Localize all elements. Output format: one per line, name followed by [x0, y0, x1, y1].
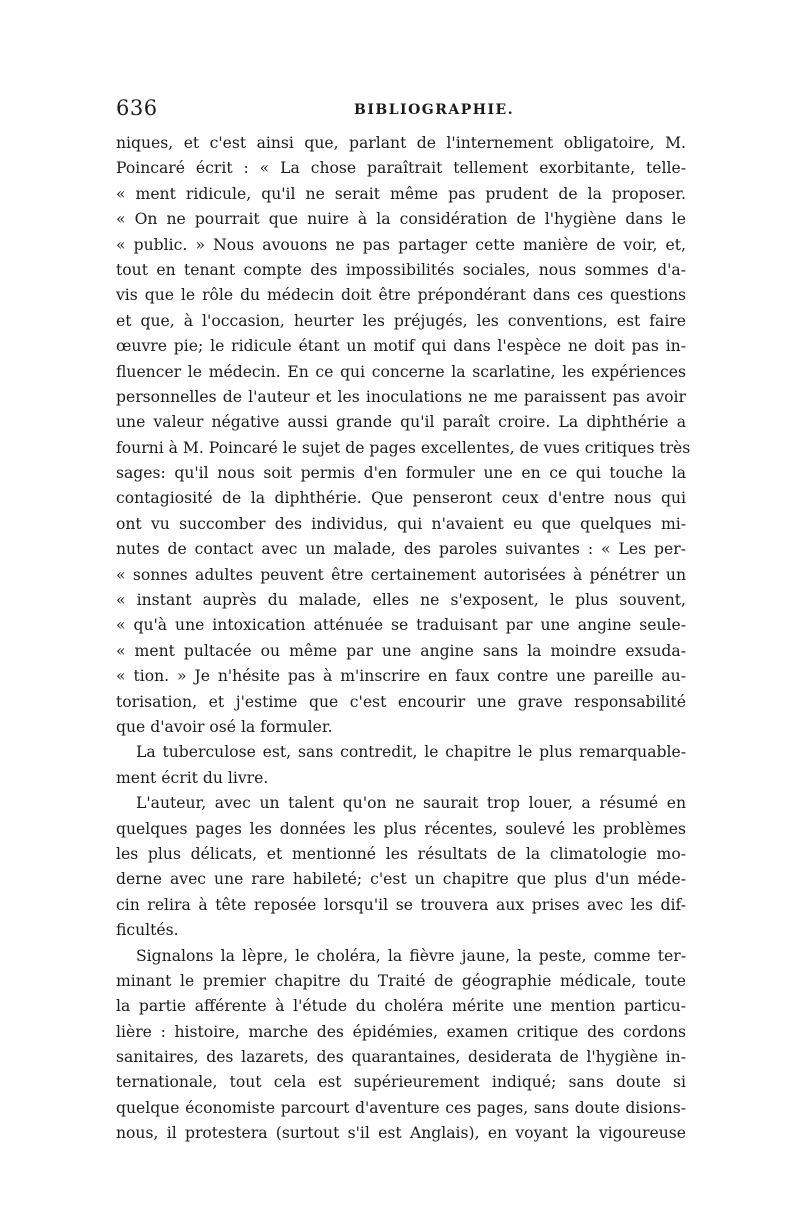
text-line: lière : histoire, marche des épidémies, examen critique des cordons: [116, 1022, 686, 1041]
text-line: vis que le rôle du médecin doit être prépondérant dans ces questions: [116, 286, 686, 305]
text-line: « sonnes adultes peuvent être certainement autorisées à pénétrer un: [116, 565, 686, 584]
text-line: « qu'à une intoxication atténuée se traduisant par une angine seule-: [116, 616, 686, 635]
text-line: torisation, et j'estime que c'est encourir une grave responsabilité: [116, 692, 686, 711]
text-line: tout en tenant compte des impossibilités sociales, nous sommes d'a-: [116, 260, 686, 279]
text-line: Signalons la lèpre, le choléra, la fièvre jaune, la peste, comme ter-: [136, 946, 686, 965]
text-line: œuvre pie; le ridicule étant un motif qui dans l'espèce ne doit pas in-: [116, 337, 686, 356]
text-line: nous, il protestera (surtout s'il est Anglais), en voyant la vigoureuse: [116, 1124, 686, 1143]
text-line: ont vu succomber des individus, qui n'avaient eu que quelques mi-: [116, 514, 686, 533]
text-line: ficultés.: [116, 921, 179, 940]
text-line: nutes de contact avec un malade, des paroles suivantes : « Les per-: [116, 540, 686, 559]
text-line: la partie afférente à l'étude du choléra mérite une mention particu-: [116, 997, 686, 1016]
text-line: une valeur négative aussi grande qu'il paraît croire. La diphthérie a: [116, 413, 686, 432]
text-line: les plus délicats, et mentionné les résultats de la climatologie mo-: [116, 844, 686, 863]
text-line: cin relira à tête reposée lorsqu'il se trouvera aux prises avec les dif-: [116, 895, 686, 914]
text-line: derne avec une rare habileté; c'est un chapitre que plus d'un méde-: [116, 870, 686, 889]
text-line: « instant auprès du malade, elles ne s'exposent, le plus souvent,: [116, 591, 686, 610]
text-line: ternationale, tout cela est supérieurement indiqué; sans doute si: [116, 1073, 686, 1092]
text-line: ment écrit du livre.: [116, 768, 269, 787]
text-line: et que, à l'occasion, heurter les préjugés, les conventions, est faire: [116, 311, 686, 330]
text-line: que d'avoir osé la formuler.: [116, 717, 333, 736]
text-line: niques, et c'est ainsi que, parlant de l'internement obligatoire, M.: [116, 134, 686, 152]
text-line: « public. » Nous avouons ne pas partager cette manière de voir, et,: [116, 235, 686, 254]
text-line: fluencer le médecin. En ce qui concerne la scarlatine, les expériences: [116, 362, 686, 381]
text-line: personnelles de l'auteur et les inoculations ne me paraissent pas avoir: [116, 387, 686, 406]
text-line: Poincaré écrit : « La chose paraîtrait tellement exorbitante, telle-: [116, 159, 686, 178]
text-line: sages: qu'il nous soit permis d'en formuler une en ce qui touche la: [116, 464, 686, 483]
text-line: « tion. » Je n'hésite pas à m'inscrire en faux contre une pareille au-: [116, 667, 686, 686]
text-line: contagiosité de la diphthérie. Que penseront ceux d'entre nous qui: [116, 489, 686, 508]
text-line: fourni à M. Poincaré le sujet de pages excellentes, de vues critiques très: [116, 438, 691, 457]
text-line: « ment pultacée ou même par une angine sans la moindre exsuda-: [116, 641, 686, 660]
page-number: 636: [116, 96, 158, 120]
running-title: BIBLIOGRAPHIE.: [354, 102, 515, 118]
text-line: quelques pages les données les plus récentes, soulevé les problèmes: [116, 819, 686, 838]
body-text: [116, 131, 691, 1147]
text-line: sanitaires, des lazarets, des quarantaines, desiderata de l'hygiène in-: [116, 1048, 686, 1067]
text-line: L'auteur, avec un talent qu'on ne saurait trop louer, a résumé en: [136, 794, 686, 813]
text-line: « On ne pourrait que nuire à la considération de l'hygiène dans le: [116, 210, 686, 229]
page-header: [116, 96, 686, 126]
text-line: « ment ridicule, qu'il ne serait même pas prudent de la proposer.: [116, 184, 686, 203]
text-line: La tuberculose est, sans contredit, le chapitre le plus remarquable-: [136, 743, 686, 762]
text-line: minant le premier chapitre du Traité de géographie médicale, toute: [116, 971, 686, 990]
text-line: quelque économiste parcourt d'aventure ces pages, sans doute disions-: [116, 1098, 686, 1117]
